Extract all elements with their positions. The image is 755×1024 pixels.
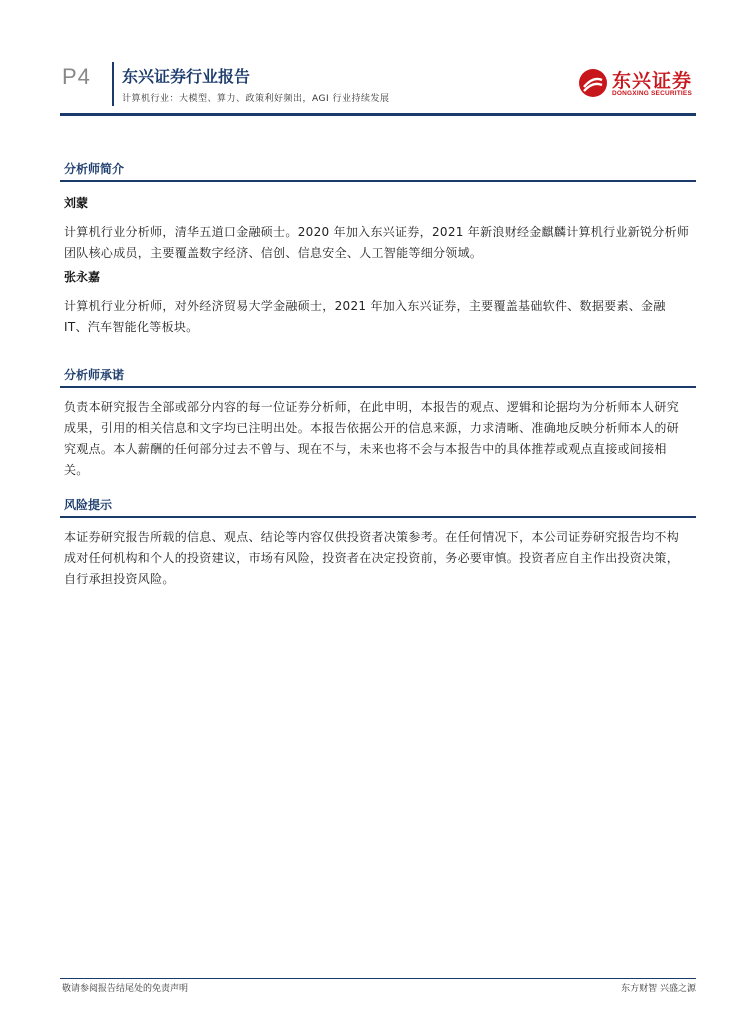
section-heading-text: 分析师简介 — [64, 162, 125, 176]
footer-rule — [60, 978, 696, 979]
analyst-name: 张永嘉 — [64, 270, 101, 284]
page-number: P4 — [62, 64, 91, 89]
report-title: 东兴证券行业报告 — [122, 67, 251, 86]
logo-text-cn: 东兴证券 — [612, 70, 693, 92]
analyst-name: 刘蒙 — [64, 196, 89, 210]
header-divider — [112, 62, 114, 106]
company-logo — [578, 66, 696, 106]
logo-text-en: DONGXING SECURITIES — [612, 90, 693, 97]
report-subtitle: 计算机行业：大模型、算力、政策利好频出，AGI 行业持续发展 — [122, 94, 390, 104]
section-heading-commitment — [60, 364, 696, 388]
analyst-bio: 计算机行业分析师，清华五道口金融硕士。2020 年加入东兴证券，2021 年新浪财经金麒麟计算机行业新锐分析师团队核心成员，主要覆盖数字经济、信创、信息安全、人工智能等细分领域。 — [64, 225, 690, 260]
section-heading-text: 分析师承诺 — [64, 368, 125, 382]
commitment-text: 负责本研究报告全部或部分内容的每一位证券分析师，在此申明，本报告的观点、逻辑和论据均为分析师本人研究成果，引用的相关信息和文字均已注明出处。本报告依据公开的信息来源，力求清晰、准确地反映分析师本人的研究观点。本人薪酬的任何部分过去不曾与、现在不与，未来也将不会与本报告中的具体推荐或观点直接或间接相关。 — [64, 400, 680, 477]
logo-mark-icon — [578, 68, 608, 98]
risk-text: 本证券研究报告所载的信息、观点、结论等内容仅供投资者决策参考。在任何情况下，本公司证券研究报告均不构成对任何机构和个人的投资建议，市场有风险，投资者在决定投资前，务必要审慎。投资者应自主作出投资决策，自行承担投资风险。 — [64, 530, 680, 586]
footer-disclaimer-note: 敬请参阅报告结尾处的免责声明 — [62, 984, 189, 994]
section-heading-analyst-intro — [60, 158, 696, 182]
section-heading-risk — [60, 494, 696, 518]
analyst-bio: 计算机行业分析师，对外经济贸易大学金融硕士，2021 年加入东兴证券，主要覆盖基础软件、数据要素、金融 IT、汽车智能化等板块。 — [64, 299, 666, 334]
header-rule — [60, 113, 696, 116]
footer-slogan: 东方财智 兴盛之源 — [621, 984, 696, 994]
page-header — [60, 60, 696, 116]
section-heading-text: 风险提示 — [64, 498, 113, 512]
